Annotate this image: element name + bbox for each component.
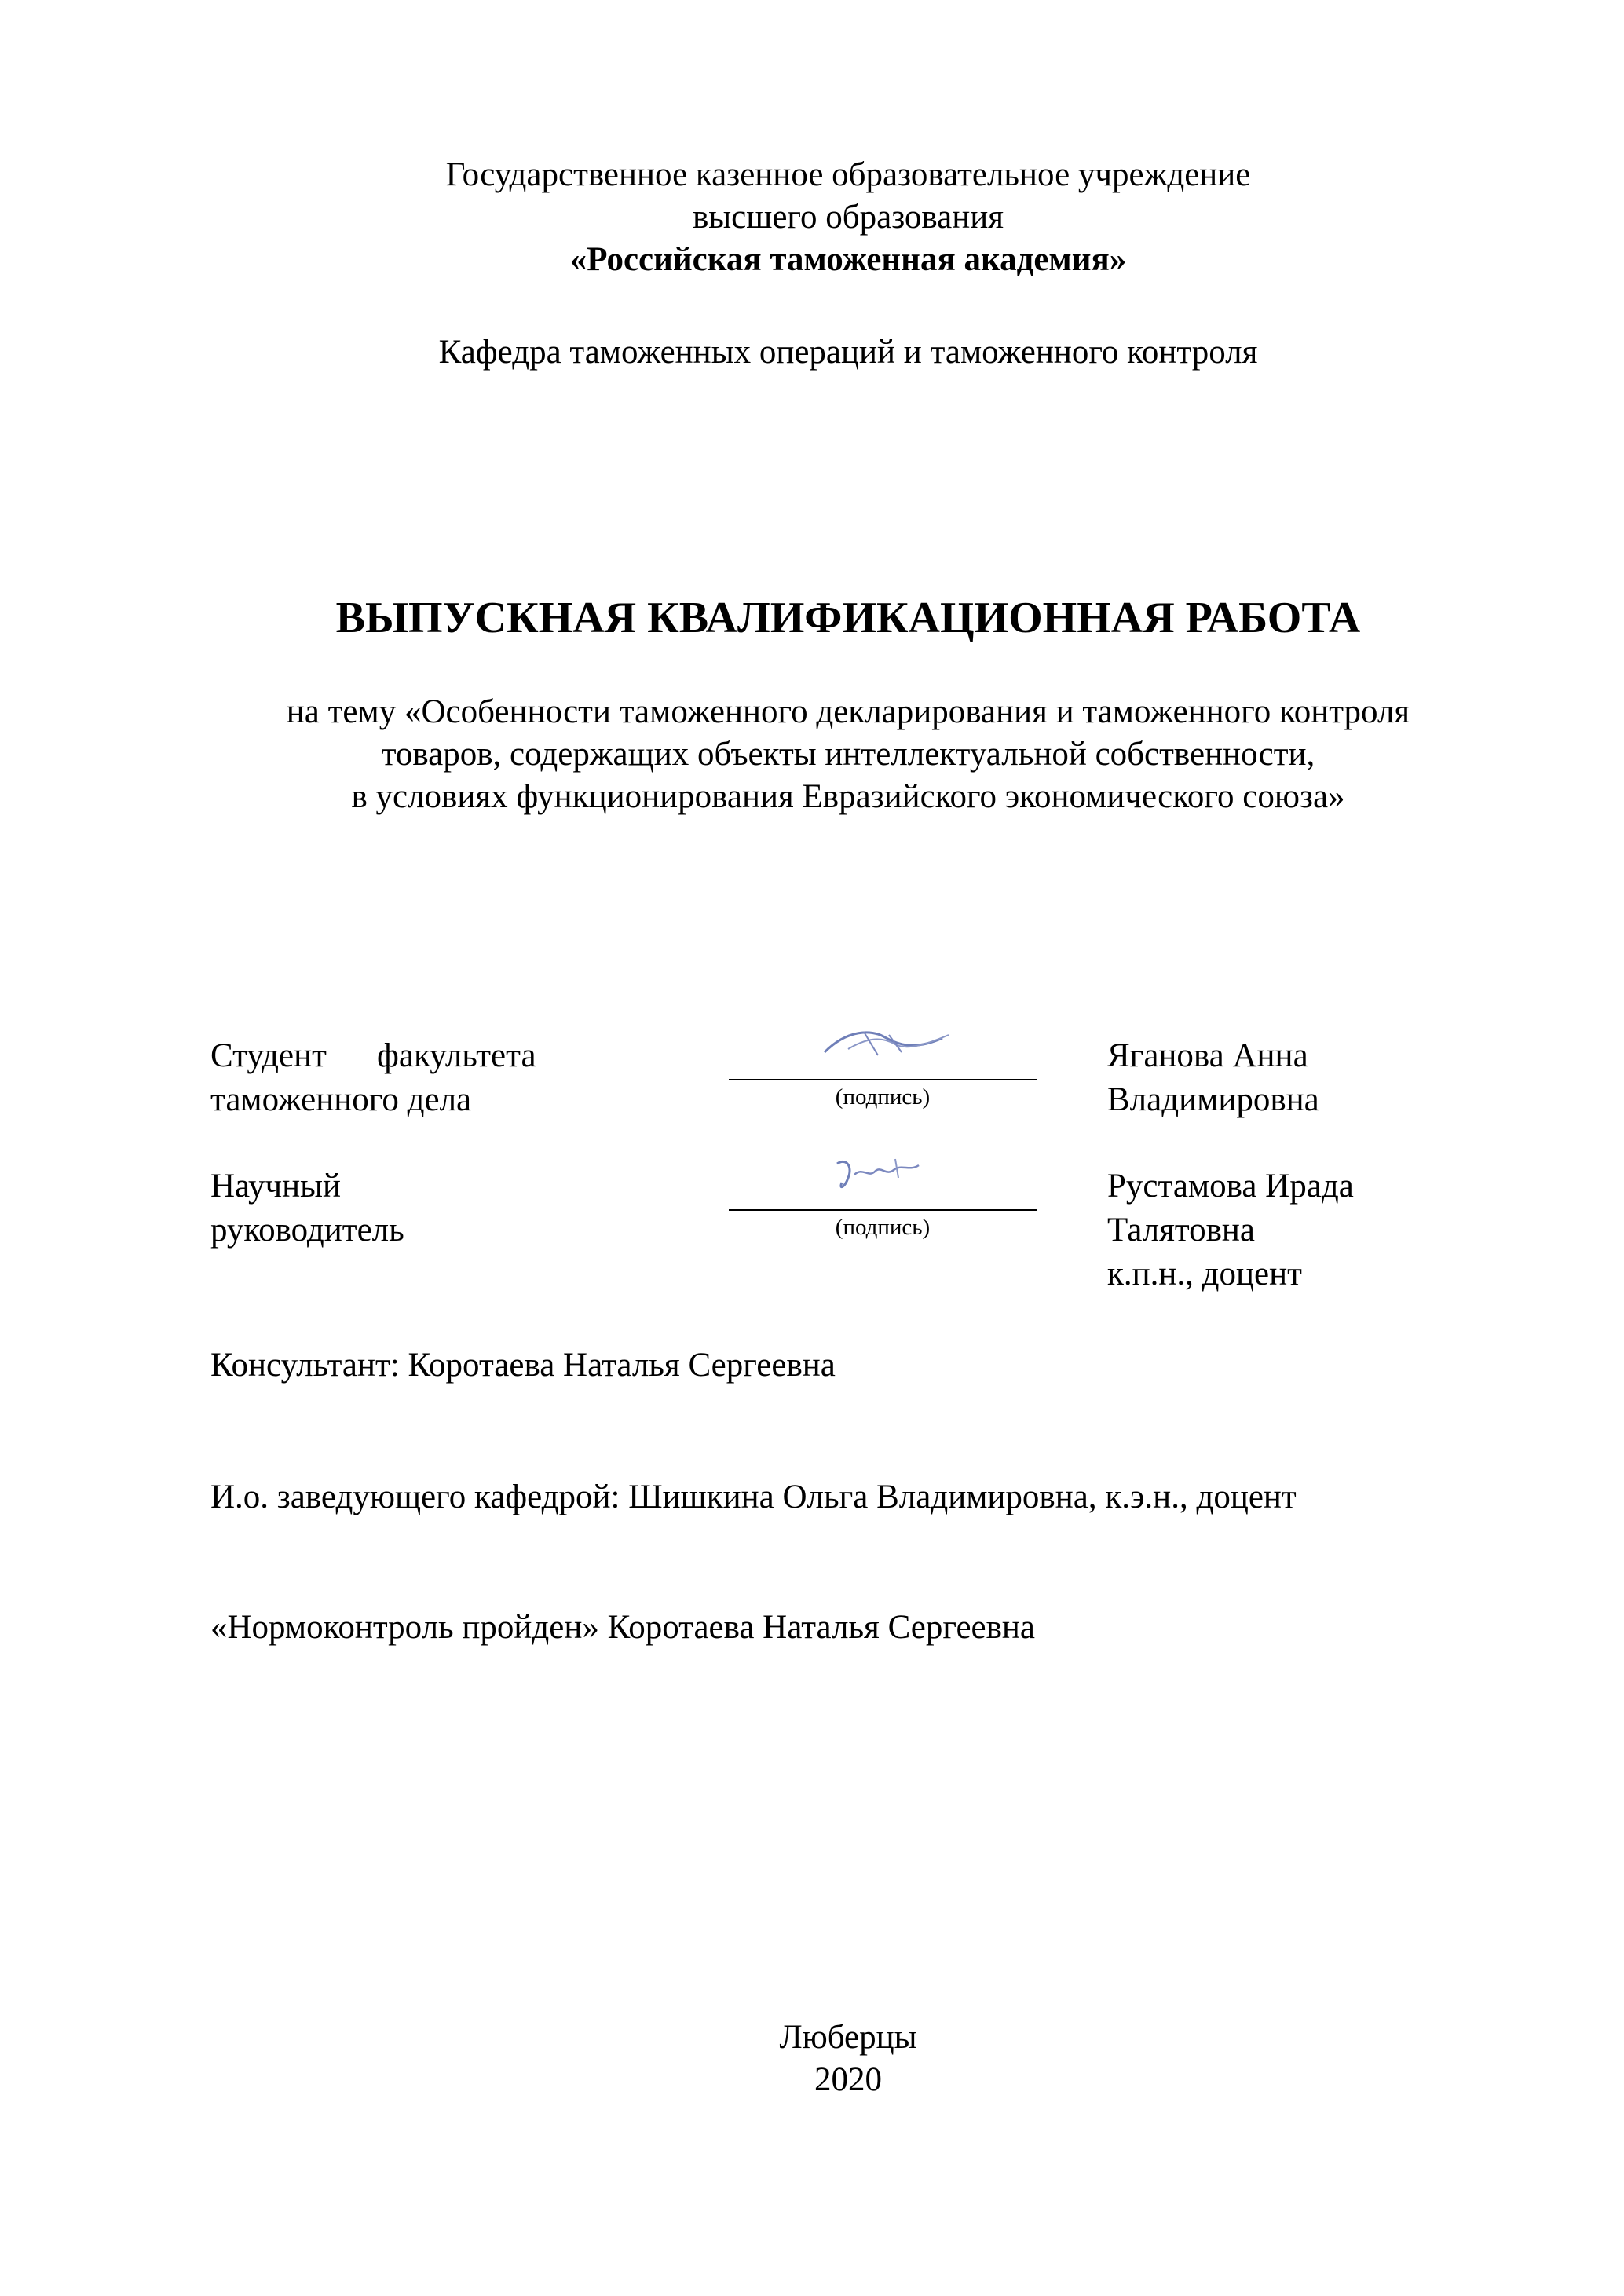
supervisor-name-line-2: Талятовна [1107,1212,1256,1249]
institution-header [0,154,1624,281]
institution-line-2: высшего образования [692,199,1004,236]
institution-line-1: Государственное казенное образовательное учреждение [445,156,1251,193]
theme-line-1: на тему «Особенности таможенного декларирования и таможенного контроля [286,693,1410,730]
footer [0,2016,1624,2101]
theme-line-3: в условиях функционирования Евразийского экономического союза» [351,778,1345,815]
student-role-word-1: Студент [210,1037,327,1074]
theme-line-2: товаров, содержащих объекты интеллектуальной собственности, [381,736,1315,773]
normcontrol-line: «Нормоконтроль пройден» Коротаева Наталья Сергеевна [210,1609,1036,1646]
department-name: Кафедра таможенных операций и таможенного контроля [438,334,1258,371]
document-title: ВЫПУСКНАЯ КВАЛИФИКАЦИОННАЯ РАБОТА [335,594,1361,642]
city: Люберцы [779,2019,917,2056]
supervisor-signature-image [831,1151,933,1198]
student-role-word-2: факультета [377,1037,536,1074]
student-signature-image [817,1021,958,1068]
student-role-line-2: таможенного дела [210,1081,472,1118]
supervisor-name-line-1: Рустамова Ирада [1107,1168,1354,1205]
thesis-theme [0,691,1624,818]
student-name-line-2: Владимировна [1107,1081,1319,1118]
supervisor-role-line-1: Научный [210,1168,341,1205]
head-of-department-line: И.о. заведующего кафедрой: Шишкина Ольга Владимировна, к.э.н., доцент [210,1479,1297,1515]
supervisor-signature-line [729,1209,1037,1211]
year: 2020 [814,2061,882,2098]
student-name-line-1: Яганова Анна [1107,1037,1308,1074]
supervisor-role-line-2: руководитель [210,1212,404,1249]
student-signature-caption: (подпись) [835,1084,931,1110]
consultant-line: Консультант: Коротаева Наталья Сергеевна [210,1347,836,1384]
supervisor-academic-title: к.п.н., доцент [1107,1256,1302,1292]
institution-name: «Российская таможенная академия» [569,241,1127,278]
student-signature-line [729,1079,1037,1080]
supervisor-signature-caption: (подпись) [835,1215,931,1240]
